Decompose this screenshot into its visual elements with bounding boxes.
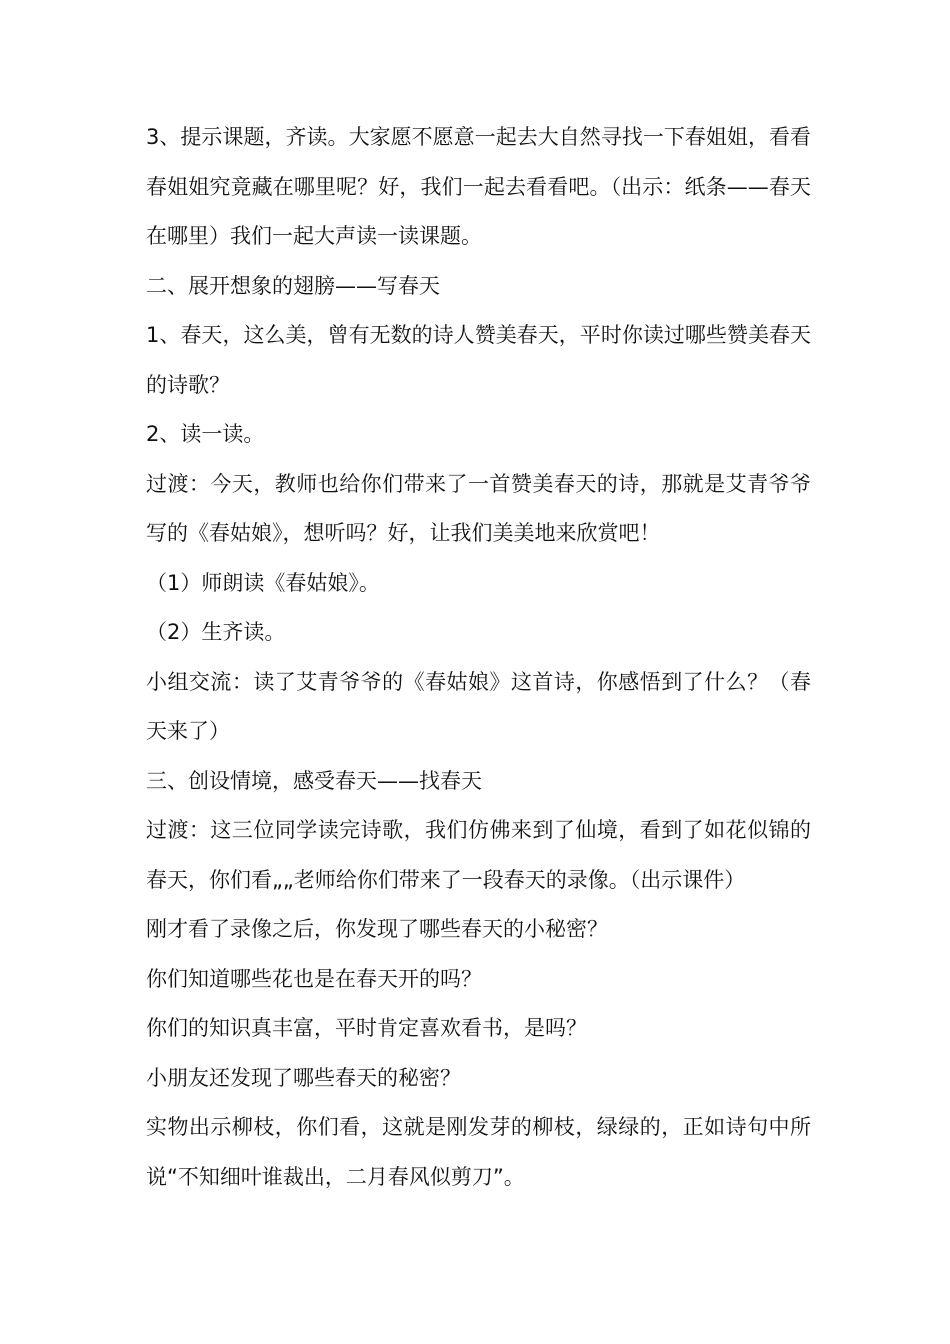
paragraph-transition-video: 过渡：这三位同学读完诗歌，我们仿佛来到了仙境，看到了如花似锦的春天，你们看„„老师给你们带来了一段春天的录像。（出示课件）: [146, 818, 811, 892]
paragraph-secrets-question: 刚才看了录像之后，你发现了哪些春天的小秘密？: [146, 917, 608, 941]
paragraph-intro-topic: 3、提示课题，齐读。大家愿不愿意一起去大自然寻找一下春姐姐，看看春姐姐究竟藏在哪里呢？好，我们一起去看看吧。（出示：纸条——春天在哪里）我们一起大声读一读课题。: [146, 125, 811, 248]
paragraph-read-aloud: 2、读一读。: [146, 422, 265, 446]
paragraph-transition-poem: 过渡：今天，教师也给你们带来了一首赞美春天的诗，那就是艾青爷爷写的《春姑娘》，想听吗？好，让我们美美地来欣赏吧！: [146, 471, 811, 545]
section-heading-write-spring: 二、展开想象的翅膀——写春天: [146, 273, 440, 298]
paragraph-flowers-question: 你们知道哪些花也是在春天开的吗？: [146, 966, 482, 991]
paragraph-teacher-reads: （1）师朗读《春姑娘》。: [146, 570, 380, 595]
paragraph-students-read: （2）生齐读。: [146, 620, 286, 644]
paragraph-more-secrets: 小朋友还发现了哪些春天的秘密？: [146, 1065, 461, 1090]
paragraph-poems-question: 1、春天，这么美，曾有无数的诗人赞美春天，平时你读过哪些赞美春天的诗歌？: [146, 323, 811, 397]
section-heading-find-spring: 三、创设情境，感受春天——找春天: [146, 768, 482, 793]
paragraph-willow-branch: 实物出示柳枝，你们看，这就是刚发芽的柳枝，绿绿的，正如诗句中所说“不知细叶谁裁出，二月春风似剪刀”。: [146, 1115, 811, 1189]
document-body: [146, 113, 811, 1202]
paragraph-group-discussion: 小组交流：读了艾青爷爷的《春姑娘》这首诗，你感悟到了什么？（春天来了）: [146, 669, 811, 743]
paragraph-knowledge-praise: 你们的知识真丰富，平时肯定喜欢看书，是吗？: [146, 1016, 587, 1040]
